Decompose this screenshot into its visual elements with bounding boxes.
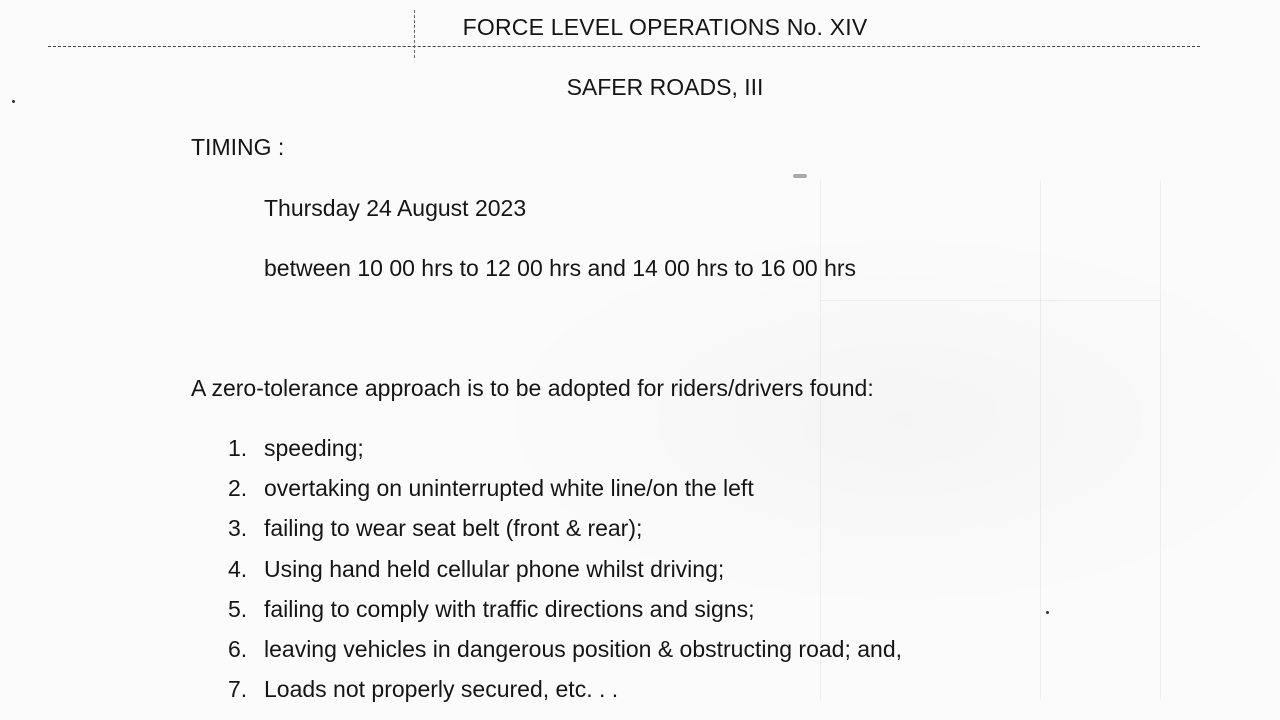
list-item-text: failing to comply with traffic directions and signs; bbox=[264, 595, 755, 622]
list-item bbox=[228, 636, 902, 676]
list-item-number: 1. bbox=[228, 435, 248, 461]
timing-heading: TIMING : bbox=[191, 134, 285, 160]
list-item-text: Using hand held cellular phone whilst driving; bbox=[264, 555, 725, 582]
scan-speck bbox=[12, 100, 15, 103]
list-item bbox=[228, 596, 902, 636]
bleed-through-line bbox=[1160, 180, 1161, 700]
header-rule bbox=[48, 46, 1200, 47]
list-item bbox=[228, 556, 902, 596]
list-item-text: speeding; bbox=[264, 435, 364, 461]
list-item-number: 4. bbox=[228, 555, 248, 582]
zero-tolerance-intro: A zero-tolerance approach is to be adopted for riders/drivers found: bbox=[191, 375, 874, 401]
list-item bbox=[228, 435, 902, 475]
list-item-number: 2. bbox=[228, 475, 248, 502]
fold-mark bbox=[414, 10, 415, 58]
timing-hours: between 10 00 hrs to 12 00 hrs and 14 00 hrs to 16 00 hrs bbox=[264, 255, 857, 281]
list-item-number: 6. bbox=[228, 635, 248, 662]
header-title: FORCE LEVEL OPERATIONS No. XIV bbox=[462, 14, 868, 40]
scan-speck bbox=[1046, 611, 1049, 614]
scan-smudge bbox=[793, 174, 807, 178]
list-item-text: leaving vehicles in dangerous position & obstructing road; and, bbox=[264, 635, 903, 662]
list-item bbox=[228, 515, 902, 555]
list-item-text: failing to wear seat belt (front & rear); bbox=[264, 515, 643, 542]
list-item bbox=[228, 475, 902, 515]
list-item-text: Loads not properly secured, etc. . . bbox=[264, 676, 619, 703]
document-subtitle: SAFER ROADS, III bbox=[566, 74, 764, 100]
list-item-text: overtaking on uninterrupted white line/on the left bbox=[264, 475, 754, 502]
bleed-through-line bbox=[1040, 180, 1041, 700]
list-item-number: 5. bbox=[228, 595, 248, 622]
list-item-number: 3. bbox=[228, 515, 248, 542]
offence-list bbox=[228, 435, 902, 716]
timing-date: Thursday 24 August 2023 bbox=[264, 195, 527, 221]
list-item-number: 7. bbox=[228, 676, 248, 703]
bleed-through-line bbox=[820, 300, 1160, 301]
list-item bbox=[228, 676, 902, 716]
